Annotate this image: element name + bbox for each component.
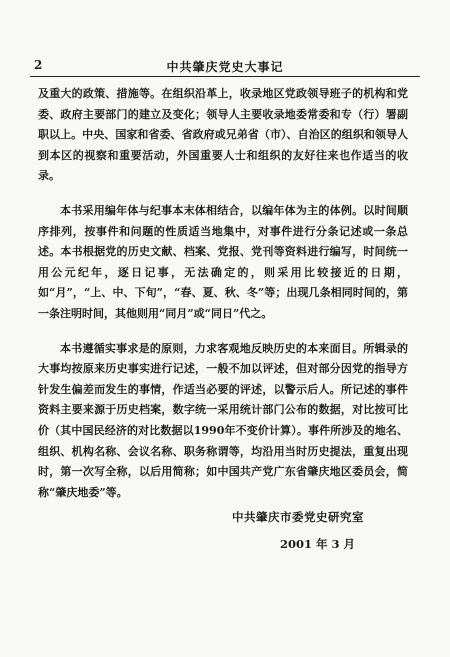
paragraph-continuation: 及重大的政策、措施等。在组织沿革上，收录地区党政领导班子的机构和党委、政府主要部门的建立及变化；领导人主要收录地委常委和专（行）署副职以上。中央、国家和省委、省政府或兄弟省（市）、自治区的组织和领导人到本区的视察和重要活动，外国重要人士和组织的友好往来也作适当的收录。: [38, 87, 408, 183]
page-number: 2: [34, 58, 43, 72]
running-title: 中共肇庆党史大事记: [166, 60, 284, 74]
body-text: [38, 84, 408, 503]
signature-date: 2001 年 3 月: [280, 537, 356, 551]
page-header: [30, 58, 420, 77]
signature-organization: 中共肇庆市委党史研究室: [232, 510, 364, 524]
paragraph-principle: 本书遵循实事求是的原则，力求客观地反映历史的本来面目。所辑录的大事均按原来历史事实进行记述，一般不加以评述，但对部分因党的指导方针发生偏差而发生的事情，作适当必要的评述，以警示后人。所记述的事件资料主要来源于历史档案，数字统一采用统计部门公布的数据，对比按可比价（其中国民经济的对比数据以1990年不变价计算）。事件所涉及的地名、组织、机构名称、会议名称、职务称谓等，均沿用当时历史提法，重复出现时，第一次写全称，以后用简称；如中国共产党广东省肇庆地区委员会，简称“肇庆地委”等。: [38, 341, 408, 499]
paragraph-style: 本书采用编年体与纪事本末体相结合，以编年体为主的体例。以时间顺序排列，按事件和问题的性质适当地集中，对事件进行分条记述或一条总述。本书根据党的历史文献、档案、党报、党刊等资料进行编写，时间统一用公元纪年，逐日记事，无法确定的，则采用比较接近的日期，如“月”，“上、中、下旬”，“春、夏、秋、冬”等；出现几条相同时间的，第一条注明时间，其他则用“同月”或“同日”代之。: [38, 203, 408, 320]
